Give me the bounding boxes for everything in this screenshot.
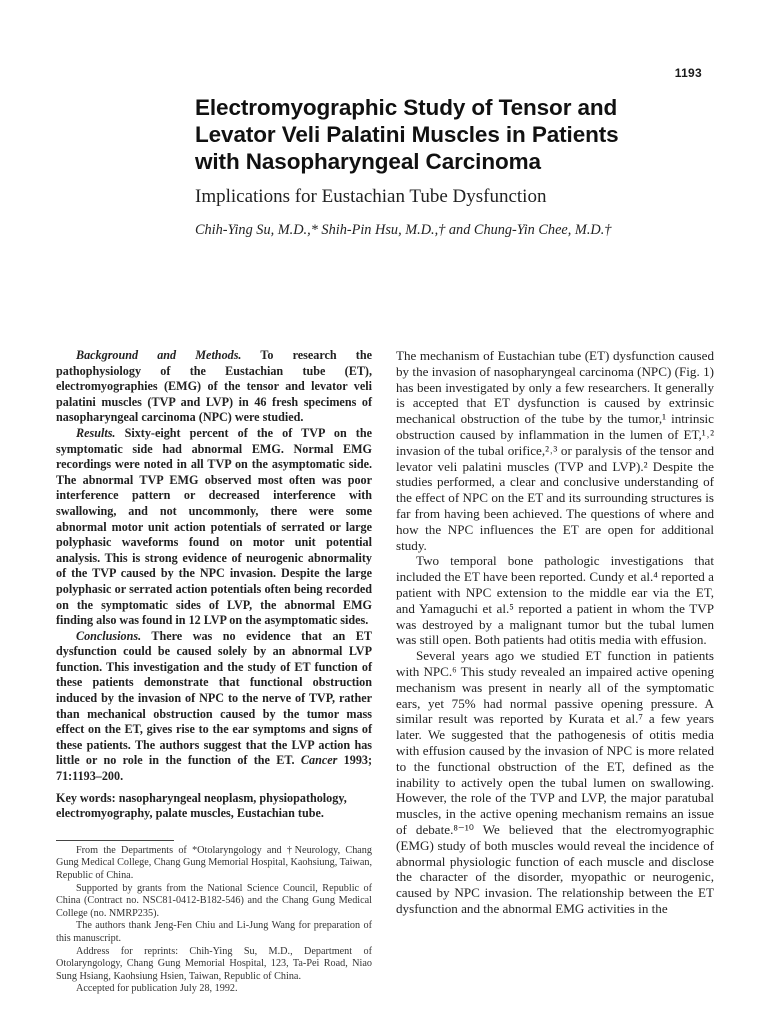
footnote-acknowledgment: The authors thank Jeng-Fen Chiu and Li-Jung Wang for preparation of this manuscript. xyxy=(56,920,372,944)
abstract xyxy=(56,348,372,785)
body-paragraph: Two temporal bone pathologic investigations that included the ET have been reported. Cundy et al.⁴ reported a patient with NPC extension to the middle ear via the ET, and Yamaguchi et al.⁵ reported a patient in whom the TVP was destroyed by a malignant tumor but the tubal lumen was still open. Both patients had otitis media with effusion. xyxy=(396,553,714,648)
footnotes xyxy=(56,845,372,996)
article-title xyxy=(195,94,735,175)
background-text: To research the pathophysiology of the Eustachian tube (ET), electromyographies (EMG) of the tensor and levator veli palatini muscles (TVP and LVP) in 46 fresh specimens of nasopharyngeal carcinoma (NPC) were studied. xyxy=(56,348,372,425)
keywords: Key words: nasopharyngeal neoplasm, physiopathology, electromyography, palate muscles, Eustachian tube. xyxy=(56,790,347,821)
body-paragraph: The mechanism of Eustachian tube (ET) dysfunction caused by the invasion of nasopharyngeal carcinoma (NPC) (Fig. 1) has been investigated by only a few researchers. It generally is accepted that ET dysfunction is caused by extrinsic mechanical obstruction of the tube by the tumor,¹ intrinsic obstruction caused by inflammation in the lumen of ET,¹˒² invasion of the tubal orifice,²˒³ or paralysis of the tensor and levator veli palatini muscles (TVP and LVP).² Despite the studies performed, a clear and conclusive understanding of the effect of NPC on the ET and its surrounding structures is far from having been achieved. The questions of where and how the NPC influences the ET are open for additional study. xyxy=(396,348,714,553)
conclusions-label: Conclusions. xyxy=(76,628,142,643)
abstract-background xyxy=(56,348,372,426)
abstract-results xyxy=(56,426,372,629)
citation-journal: Cancer xyxy=(300,753,338,768)
title-line: Electromyographic Study of Tensor and xyxy=(195,95,618,120)
results-text: Sixty-eight percent of the of TVP on the symptomatic side had abnormal EMG. Normal EMG recordings were noted in all TVP on the asymptomatic side. The abnormal TVP EMG observed most often was poor interference pattern or decreased interference with swallowing, and not uncommonly, there were some abnormal motor unit action potentials of serrated or large polyphasic waveforms found on motor unit potential analysis. This is strong evidence of neurogenic abnormality of the TVP caused by the NPC invasion. Despite the large polyphasic or serrated action potentials often being recorded on the symptomatic sides of LVP, the abnormal EMG finding also was found in 12 LVP on the asymptomatic sides. xyxy=(56,425,372,628)
right-column xyxy=(396,348,714,917)
title-line: with Nasopharyngeal Carcinoma xyxy=(195,149,541,174)
author-list: Chih-Ying Su, M.D.,* Shih-Pin Hsu, M.D.,† and Chung-Yin Chee, M.D.† xyxy=(195,222,612,238)
abstract-conclusions xyxy=(56,629,372,785)
footnote-affiliation: From the Departments of *Otolaryngology and †Neurology, Chang Gung Medical College, Chang Gung Memorial Hospital, Kaohsiung, Taiwan, Republic of China. xyxy=(56,844,372,881)
footnote-divider xyxy=(56,840,174,841)
article-header xyxy=(195,94,735,239)
results-label: Results. xyxy=(76,425,116,440)
body-paragraph: Several years ago we studied ET function in patients with NPC.⁶ This study revealed an impaired active opening mechanism was present in nearly all of the symptomatic ears, yet 75% had normal passive opening pressure. A similar result was reported by Kurata et al.⁷ a few years later. We suggested that the pathogenesis of otitis media with effusion caused by the invasion of NPC is more related to the functional obstruction of the ET, defined as the inability to actively open the tubal lumen on swallowing. However, the role of the TVP and LVP, the major paratubal muscles, in the active opening mechanism remains an issue of debate.⁸⁻¹⁰ We believed that the electromyographic (EMG) study of both muscles would reveal the incidence of abnormal physiologic function of each muscle and disclose the character of the disorder, myopathic or neurogenic, caused by NPC invasion. The relationship between the ET dysfunction and the abnormal EMG activities in the xyxy=(396,648,714,916)
background-label: Background and Methods. xyxy=(76,348,242,362)
conclusions-text: There was no evidence that an ET dysfunction could be caused solely by an abnormal LVP function. This investigation and the study of ET function of these patients demonstrate that functional obstruction induced by the invasion of NPC to the nerve of TVP, rather than mechanical obstruction caused by the tumor mass effect on the ET, gives rise to the ear symptoms and signs of these patients. The authors suggest that the LVP action has little or no role in the function of the ET. xyxy=(56,628,372,768)
title-line: Levator Veli Palatini Muscles in Patients xyxy=(195,122,619,147)
footnote-reprints: Address for reprints: Chih-Ying Su, M.D., Department of Otolaryngology, Chang Gung Memorial Hospital, 123, Ta-Pei Road, Niao Sung Hsiang, Kaohsiung Hsien, Taiwan, Republic of China. xyxy=(56,945,372,982)
article-subtitle: Implications for Eustachian Tube Dysfunction xyxy=(195,186,547,207)
citation-rest: 1993; 71:1193–200. xyxy=(56,753,372,784)
page-number: 1193 xyxy=(674,66,702,80)
left-column xyxy=(56,348,372,996)
footnote-accepted: Accepted for publication July 28, 1992. xyxy=(76,983,238,995)
footnote-funding: Supported by grants from the National Science Council, Republic of China (Contract no. NSC81-0412-B182-546) and the Chang Gung Medical College (no. NMRP235). xyxy=(56,882,372,919)
